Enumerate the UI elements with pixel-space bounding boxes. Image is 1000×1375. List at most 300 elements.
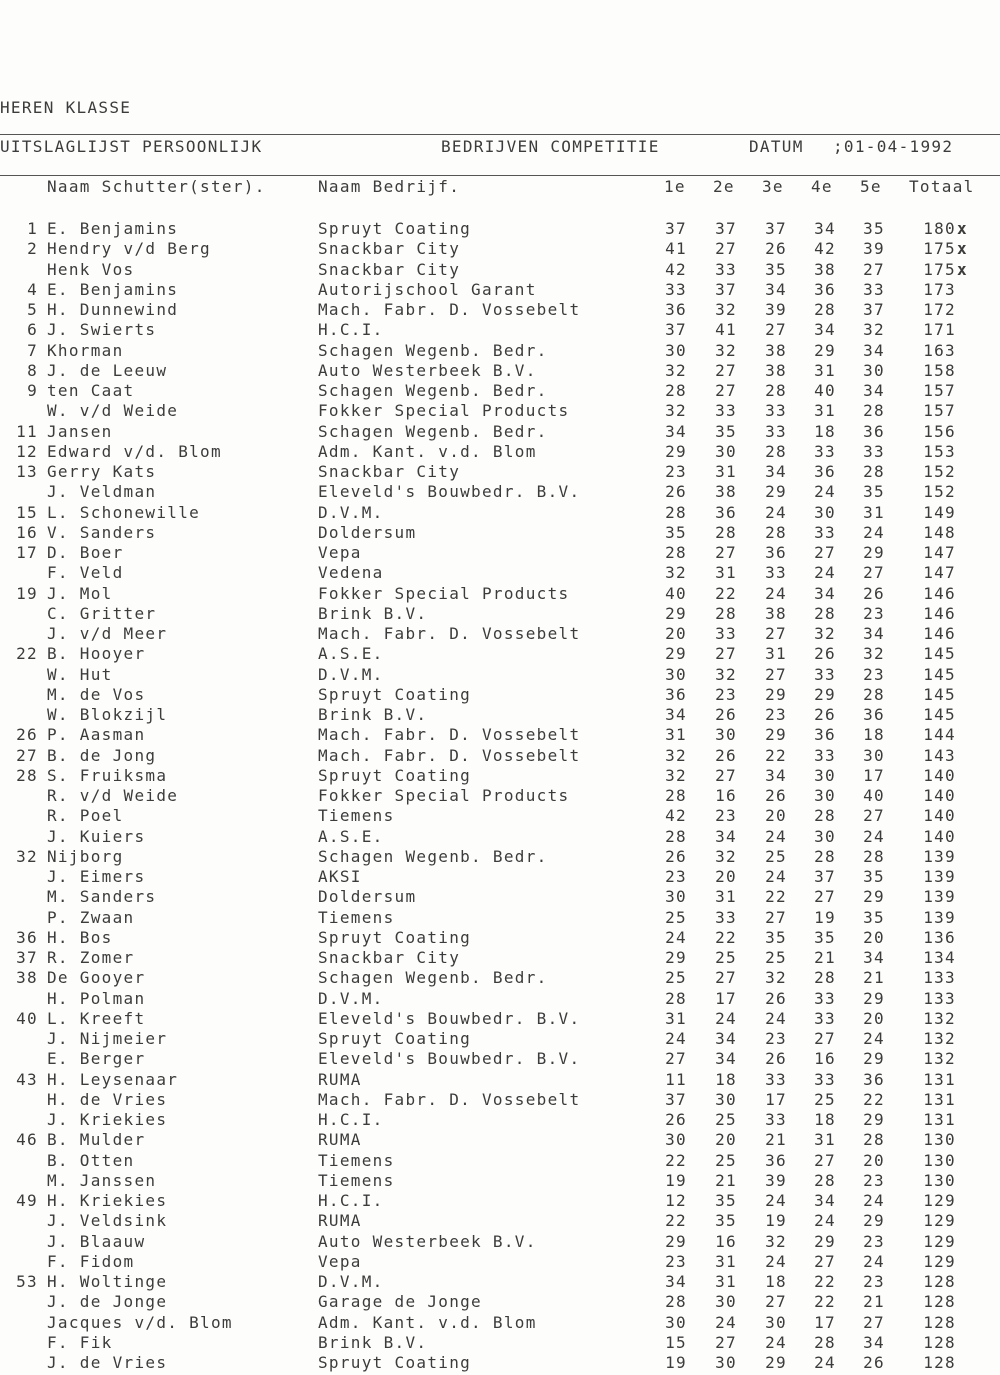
score-1e-cell: 32 — [665, 401, 687, 421]
score-3e-cell: 26 — [765, 786, 787, 805]
shooter-name-cell: R. v/d Weide — [47, 786, 179, 805]
company-cell: H.C.I. — [318, 320, 384, 340]
company-cell: Spruyt Coating — [318, 684, 472, 704]
table-row — [0, 381, 1000, 401]
score-2e-cell: 20 — [715, 867, 737, 886]
total-cell: 134 — [923, 948, 956, 967]
company-cell: A.S.E. — [318, 826, 384, 846]
score-3e-cell: 24 — [765, 583, 787, 603]
shooter-name-cell: Henk Vos — [47, 259, 135, 279]
score-2e-cell: 38 — [715, 482, 737, 502]
total-cell: 147 — [923, 543, 956, 562]
score-4e-cell: 28 — [814, 300, 836, 319]
table-row — [0, 563, 1000, 583]
shooter-name-cell: Khorman — [47, 340, 124, 360]
shooter-name-cell: E. Benjamins — [47, 279, 179, 299]
score-2e-cell: 33 — [715, 401, 737, 421]
score-1e-cell: 29 — [665, 948, 687, 967]
top-rule — [0, 134, 1000, 135]
score-4e-cell: 38 — [814, 259, 836, 279]
table-row — [0, 361, 1000, 381]
score-3e-cell: 24 — [765, 1251, 787, 1271]
rank-cell: 40 — [16, 1008, 38, 1028]
score-3e-cell: 23 — [765, 1029, 787, 1048]
score-4e-cell: 34 — [814, 219, 836, 238]
score-1e-cell: 37 — [665, 219, 687, 238]
total-cell: 128 — [923, 1332, 956, 1352]
total-cell: 139 — [923, 846, 956, 866]
shooter-name-cell: B. Mulder — [47, 1130, 146, 1150]
score-4e-cell: 29 — [814, 684, 836, 704]
total-cell: 128 — [923, 1292, 956, 1312]
shooter-name-cell: L. Kreeft — [47, 1008, 146, 1028]
table-row — [0, 442, 1000, 462]
score-1e-cell: 32 — [665, 563, 687, 583]
score-5e-cell: 20 — [863, 1008, 885, 1028]
shooter-name-cell: W. v/d Weide — [47, 401, 179, 421]
score-2e-cell: 25 — [715, 1110, 737, 1129]
table-row — [0, 1090, 1000, 1110]
company-cell: Spruyt Coating — [318, 219, 472, 238]
shooter-name-cell: Nijborg — [47, 846, 124, 866]
score-4e-cell: 33 — [814, 1069, 836, 1089]
score-3e-cell: 35 — [765, 259, 787, 279]
total-cell: 173 — [923, 279, 956, 299]
company-cell: Mach. Fabr. D. Vossebelt — [318, 1089, 581, 1109]
shooter-name-cell: J. v/d Meer — [47, 624, 168, 643]
score-1e-cell: 11 — [665, 1069, 687, 1089]
company-cell: Snackbar City — [318, 462, 461, 481]
score-4e-cell: 27 — [814, 1251, 836, 1271]
score-3e-cell: 22 — [765, 745, 787, 765]
score-2e-cell: 31 — [715, 1272, 737, 1291]
score-3e-cell: 24 — [765, 826, 787, 846]
score-1e-cell: 42 — [665, 806, 687, 826]
shooter-name-cell: P. Zwaan — [47, 907, 135, 927]
table-row — [0, 725, 1000, 745]
mark-cell: x — [957, 219, 968, 238]
shooter-name-cell: H. Polman — [47, 988, 146, 1008]
score-2e-cell: 22 — [715, 927, 737, 947]
table-row — [0, 624, 1000, 644]
company-cell: H.C.I. — [318, 1191, 384, 1210]
table-row — [0, 1110, 1000, 1130]
shooter-name-cell: J. de Vries — [47, 1353, 168, 1372]
score-4e-cell: 21 — [814, 948, 836, 967]
rank-cell: 32 — [16, 846, 38, 866]
table-row — [0, 260, 1000, 280]
score-3e-cell: 29 — [765, 684, 787, 704]
score-5e-cell: 24 — [863, 522, 885, 542]
rank-cell: 6 — [27, 320, 38, 340]
table-row — [0, 1191, 1000, 1211]
score-5e-cell: 24 — [863, 1191, 885, 1210]
table-row — [0, 1049, 1000, 1069]
table-row — [0, 928, 1000, 948]
score-1e-cell: 34 — [665, 705, 687, 724]
total-cell: 175 — [923, 259, 956, 279]
score-1e-cell: 27 — [665, 1049, 687, 1069]
score-5e-cell: 23 — [863, 603, 885, 623]
shooter-name-cell: Edward v/d. Blom — [47, 441, 222, 461]
shooter-name-cell: H. Woltinge — [47, 1272, 168, 1291]
company-cell: Tiemens — [318, 806, 395, 826]
score-3e-cell: 38 — [765, 360, 787, 380]
score-4e-cell: 24 — [814, 1211, 836, 1231]
total-cell: 128 — [923, 1353, 956, 1372]
table-row — [0, 341, 1000, 361]
score-4e-cell: 27 — [814, 1150, 836, 1170]
company-cell: Auto Westerbeek B.V. — [318, 1231, 537, 1251]
score-3e-cell: 37 — [765, 219, 787, 238]
score-5e-cell: 34 — [863, 1332, 885, 1352]
company-cell: Schagen Wegenb. Bedr. — [318, 846, 548, 866]
score-2e-cell: 27 — [715, 239, 737, 259]
score-2e-cell: 31 — [715, 462, 737, 481]
score-4e-cell: 31 — [814, 1130, 836, 1150]
score-1e-cell: 28 — [665, 988, 687, 1008]
score-2e-cell: 20 — [715, 1130, 737, 1150]
score-2e-cell: 16 — [715, 1231, 737, 1251]
score-5e-cell: 33 — [863, 441, 885, 461]
shooter-name-cell: H. de Vries — [47, 1089, 168, 1109]
score-5e-cell: 22 — [863, 1089, 885, 1109]
total-cell: 131 — [923, 1089, 956, 1109]
score-2e-cell: 26 — [715, 745, 737, 765]
company-cell: Mach. Fabr. D. Vossebelt — [318, 300, 581, 319]
score-5e-cell: 23 — [863, 1231, 885, 1251]
score-4e-cell: 24 — [814, 1353, 836, 1372]
company-cell: Snackbar City — [318, 259, 461, 279]
total-cell: 163 — [923, 340, 956, 360]
table-row — [0, 1232, 1000, 1252]
total-cell: 131 — [923, 1110, 956, 1129]
score-1e-cell: 26 — [665, 482, 687, 502]
total-cell: 149 — [923, 502, 956, 522]
score-5e-cell: 35 — [863, 482, 885, 502]
score-1e-cell: 32 — [665, 765, 687, 785]
table-row — [0, 1009, 1000, 1029]
score-5e-cell: 27 — [863, 259, 885, 279]
score-2e-cell: 35 — [715, 1211, 737, 1231]
company-cell: Tiemens — [318, 1150, 395, 1170]
total-cell: 172 — [923, 300, 956, 319]
table-row — [0, 1070, 1000, 1090]
table-row — [0, 867, 1000, 887]
total-cell: 129 — [923, 1231, 956, 1251]
score-1e-cell: 34 — [665, 421, 687, 441]
company-cell: Fokker Special Products — [318, 786, 570, 805]
score-5e-cell: 37 — [863, 300, 885, 319]
total-cell: 156 — [923, 421, 956, 441]
rank-cell: 11 — [16, 421, 38, 441]
shooter-name-cell: M. Sanders — [47, 887, 157, 907]
score-5e-cell: 33 — [863, 279, 885, 299]
column-header-name: Naam Schutter(ster). — [47, 177, 266, 196]
score-2e-cell: 26 — [715, 705, 737, 724]
score-1e-cell: 26 — [665, 1110, 687, 1129]
table-row — [0, 503, 1000, 523]
score-1e-cell: 12 — [665, 1191, 687, 1210]
score-4e-cell: 28 — [814, 846, 836, 866]
score-5e-cell: 34 — [863, 381, 885, 400]
total-cell: 131 — [923, 1069, 956, 1089]
score-5e-cell: 26 — [863, 1353, 885, 1372]
score-2e-cell: 30 — [715, 1089, 737, 1109]
score-4e-cell: 33 — [814, 441, 836, 461]
score-5e-cell: 36 — [863, 421, 885, 441]
score-2e-cell: 25 — [715, 1150, 737, 1170]
score-2e-cell: 30 — [715, 725, 737, 745]
score-5e-cell: 23 — [863, 1272, 885, 1291]
score-3e-cell: 27 — [765, 624, 787, 643]
score-5e-cell: 29 — [863, 1049, 885, 1069]
shooter-name-cell: F. Veld — [47, 563, 124, 583]
company-cell: Eleveld's Bouwbedr. B.V. — [318, 482, 581, 502]
score-1e-cell: 31 — [665, 1008, 687, 1028]
score-2e-cell: 34 — [715, 1029, 737, 1048]
score-3e-cell: 39 — [765, 300, 787, 319]
total-cell: 158 — [923, 360, 956, 380]
score-3e-cell: 33 — [765, 563, 787, 583]
total-cell: 128 — [923, 1272, 956, 1291]
date-value: ;01-04-1992 — [833, 137, 954, 156]
shooter-name-cell: D. Boer — [47, 543, 124, 562]
shooter-name-cell: Gerry Kats — [47, 462, 157, 481]
score-1e-cell: 15 — [665, 1332, 687, 1352]
mark-cell: x — [957, 239, 968, 259]
score-4e-cell: 30 — [814, 826, 836, 846]
score-4e-cell: 28 — [814, 1170, 836, 1190]
shooter-name-cell: Hendry v/d Berg — [47, 239, 211, 259]
total-cell: 129 — [923, 1191, 956, 1210]
rank-cell: 28 — [16, 765, 38, 785]
company-cell: Autorijschool Garant — [318, 279, 537, 299]
table-row — [0, 1333, 1000, 1353]
score-2e-cell: 23 — [715, 806, 737, 826]
table-row — [0, 948, 1000, 968]
score-5e-cell: 28 — [863, 1130, 885, 1150]
score-5e-cell: 34 — [863, 948, 885, 967]
category-title: HEREN KLASSE — [0, 98, 132, 117]
total-cell: 132 — [923, 1049, 956, 1069]
score-1e-cell: 28 — [665, 381, 687, 400]
score-4e-cell: 32 — [814, 624, 836, 643]
score-3e-cell: 38 — [765, 340, 787, 360]
table-row — [0, 1252, 1000, 1272]
table-row — [0, 1292, 1000, 1312]
total-cell: 143 — [923, 745, 956, 765]
score-5e-cell: 17 — [863, 765, 885, 785]
table-row — [0, 746, 1000, 766]
score-2e-cell: 17 — [715, 988, 737, 1008]
score-1e-cell: 30 — [665, 1130, 687, 1150]
score-4e-cell: 33 — [814, 664, 836, 684]
score-1e-cell: 35 — [665, 522, 687, 542]
total-cell: 148 — [923, 522, 956, 542]
company-cell: Tiemens — [318, 1170, 395, 1190]
score-2e-cell: 30 — [715, 441, 737, 461]
table-row — [0, 766, 1000, 786]
score-4e-cell: 22 — [814, 1292, 836, 1312]
table-row — [0, 786, 1000, 806]
score-4e-cell: 36 — [814, 725, 836, 745]
score-2e-cell: 30 — [715, 1292, 737, 1312]
company-cell: Brink B.V. — [318, 1332, 428, 1352]
table-row — [0, 1151, 1000, 1171]
score-4e-cell: 24 — [814, 563, 836, 583]
score-5e-cell: 35 — [863, 907, 885, 927]
shooter-name-cell: R. Poel — [47, 806, 124, 826]
company-cell: RUMA — [318, 1069, 362, 1089]
score-4e-cell: 35 — [814, 927, 836, 947]
total-cell: 146 — [923, 603, 956, 623]
company-cell: Mach. Fabr. D. Vossebelt — [318, 745, 581, 765]
rank-cell: 12 — [16, 441, 38, 461]
rank-cell: 46 — [16, 1130, 38, 1150]
score-3e-cell: 28 — [765, 441, 787, 461]
score-1e-cell: 28 — [665, 826, 687, 846]
column-header-2e: 2e — [713, 177, 735, 196]
company-cell: Adm. Kant. v.d. Blom — [318, 1312, 537, 1332]
company-cell: Auto Westerbeek B.V. — [318, 360, 537, 380]
shooter-name-cell: H. Bos — [47, 927, 113, 947]
score-4e-cell: 37 — [814, 867, 836, 886]
company-cell: Vedena — [318, 563, 384, 583]
score-2e-cell: 33 — [715, 907, 737, 927]
total-cell: 133 — [923, 988, 956, 1008]
shooter-name-cell: H. Dunnewind — [47, 300, 179, 319]
shooter-name-cell: L. Schonewille — [47, 502, 201, 522]
score-5e-cell: 32 — [863, 644, 885, 664]
rank-cell: 26 — [16, 725, 38, 745]
score-5e-cell: 21 — [863, 1292, 885, 1312]
score-2e-cell: 16 — [715, 786, 737, 805]
company-cell: Schagen Wegenb. Bedr. — [318, 421, 548, 441]
column-header-4e: 4e — [811, 177, 833, 196]
table-row — [0, 219, 1000, 239]
total-cell: 145 — [923, 644, 956, 664]
score-3e-cell: 39 — [765, 1170, 787, 1190]
column-header-1e: 1e — [664, 177, 686, 196]
shooter-name-cell: E. Benjamins — [47, 219, 179, 238]
company-cell: Brink B.V. — [318, 603, 428, 623]
score-4e-cell: 24 — [814, 482, 836, 502]
date-label: DATUM — [749, 137, 804, 156]
shooter-name-cell: Jansen — [47, 421, 113, 441]
shooter-name-cell: J. Kriekies — [47, 1110, 168, 1129]
score-5e-cell: 28 — [863, 846, 885, 866]
score-3e-cell: 26 — [765, 988, 787, 1008]
score-1e-cell: 25 — [665, 968, 687, 988]
total-cell: 136 — [923, 927, 956, 947]
table-row — [0, 847, 1000, 867]
rank-cell: 27 — [16, 745, 38, 765]
table-row — [0, 300, 1000, 320]
score-4e-cell: 36 — [814, 462, 836, 481]
score-2e-cell: 27 — [715, 1332, 737, 1352]
company-cell: Schagen Wegenb. Bedr. — [318, 340, 548, 360]
company-cell: AKSI — [318, 867, 362, 886]
score-2e-cell: 27 — [715, 968, 737, 988]
score-2e-cell: 27 — [715, 360, 737, 380]
score-1e-cell: 37 — [665, 1089, 687, 1109]
score-3e-cell: 33 — [765, 1110, 787, 1129]
score-3e-cell: 27 — [765, 1292, 787, 1312]
score-5e-cell: 29 — [863, 988, 885, 1008]
score-1e-cell: 22 — [665, 1211, 687, 1231]
score-2e-cell: 37 — [715, 279, 737, 299]
score-1e-cell: 31 — [665, 725, 687, 745]
score-1e-cell: 33 — [665, 279, 687, 299]
score-2e-cell: 34 — [715, 826, 737, 846]
total-cell: 146 — [923, 624, 956, 643]
total-cell: 133 — [923, 968, 956, 988]
shooter-name-cell: H. Kriekies — [47, 1191, 168, 1210]
score-3e-cell: 33 — [765, 421, 787, 441]
score-1e-cell: 28 — [665, 543, 687, 562]
score-1e-cell: 19 — [665, 1353, 687, 1372]
score-4e-cell: 42 — [814, 239, 836, 259]
score-5e-cell: 23 — [863, 1170, 885, 1190]
score-5e-cell: 30 — [863, 745, 885, 765]
score-3e-cell: 33 — [765, 1069, 787, 1089]
shooter-name-cell: Jacques v/d. Blom — [47, 1312, 233, 1332]
score-3e-cell: 28 — [765, 381, 787, 400]
score-3e-cell: 19 — [765, 1211, 787, 1231]
company-cell: Mach. Fabr. D. Vossebelt — [318, 624, 581, 643]
shooter-name-cell: W. Hut — [47, 664, 113, 684]
score-3e-cell: 33 — [765, 401, 787, 421]
total-cell: 145 — [923, 684, 956, 704]
rank-cell: 17 — [16, 543, 38, 562]
score-1e-cell: 20 — [665, 624, 687, 643]
score-5e-cell: 26 — [863, 583, 885, 603]
table-row — [0, 968, 1000, 988]
table-row — [0, 827, 1000, 847]
company-cell: Garage de Jonge — [318, 1292, 482, 1312]
score-2e-cell: 28 — [715, 603, 737, 623]
table-row — [0, 685, 1000, 705]
shooter-name-cell: De Gooyer — [47, 968, 146, 988]
table-row — [0, 644, 1000, 664]
score-3e-cell: 25 — [765, 948, 787, 967]
score-1e-cell: 30 — [665, 340, 687, 360]
score-2e-cell: 32 — [715, 300, 737, 319]
score-5e-cell: 39 — [863, 239, 885, 259]
rank-cell: 15 — [16, 502, 38, 522]
score-4e-cell: 27 — [814, 1029, 836, 1048]
column-header-company: Naam Bedrijf. — [318, 177, 461, 196]
score-4e-cell: 16 — [814, 1049, 836, 1069]
table-row — [0, 1353, 1000, 1373]
shooter-name-cell: S. Fruiksma — [47, 765, 168, 785]
score-2e-cell: 28 — [715, 522, 737, 542]
score-4e-cell: 29 — [814, 340, 836, 360]
score-5e-cell: 32 — [863, 320, 885, 340]
score-1e-cell: 36 — [665, 300, 687, 319]
shooter-name-cell: C. Gritter — [47, 603, 157, 623]
score-3e-cell: 29 — [765, 725, 787, 745]
company-cell: Eleveld's Bouwbedr. B.V. — [318, 1049, 581, 1069]
score-4e-cell: 31 — [814, 360, 836, 380]
score-1e-cell: 34 — [665, 1272, 687, 1291]
score-4e-cell: 27 — [814, 543, 836, 562]
score-5e-cell: 36 — [863, 1069, 885, 1089]
score-3e-cell: 18 — [765, 1272, 787, 1291]
rank-cell: 2 — [27, 239, 38, 259]
company-cell: Eleveld's Bouwbedr. B.V. — [318, 1008, 581, 1028]
